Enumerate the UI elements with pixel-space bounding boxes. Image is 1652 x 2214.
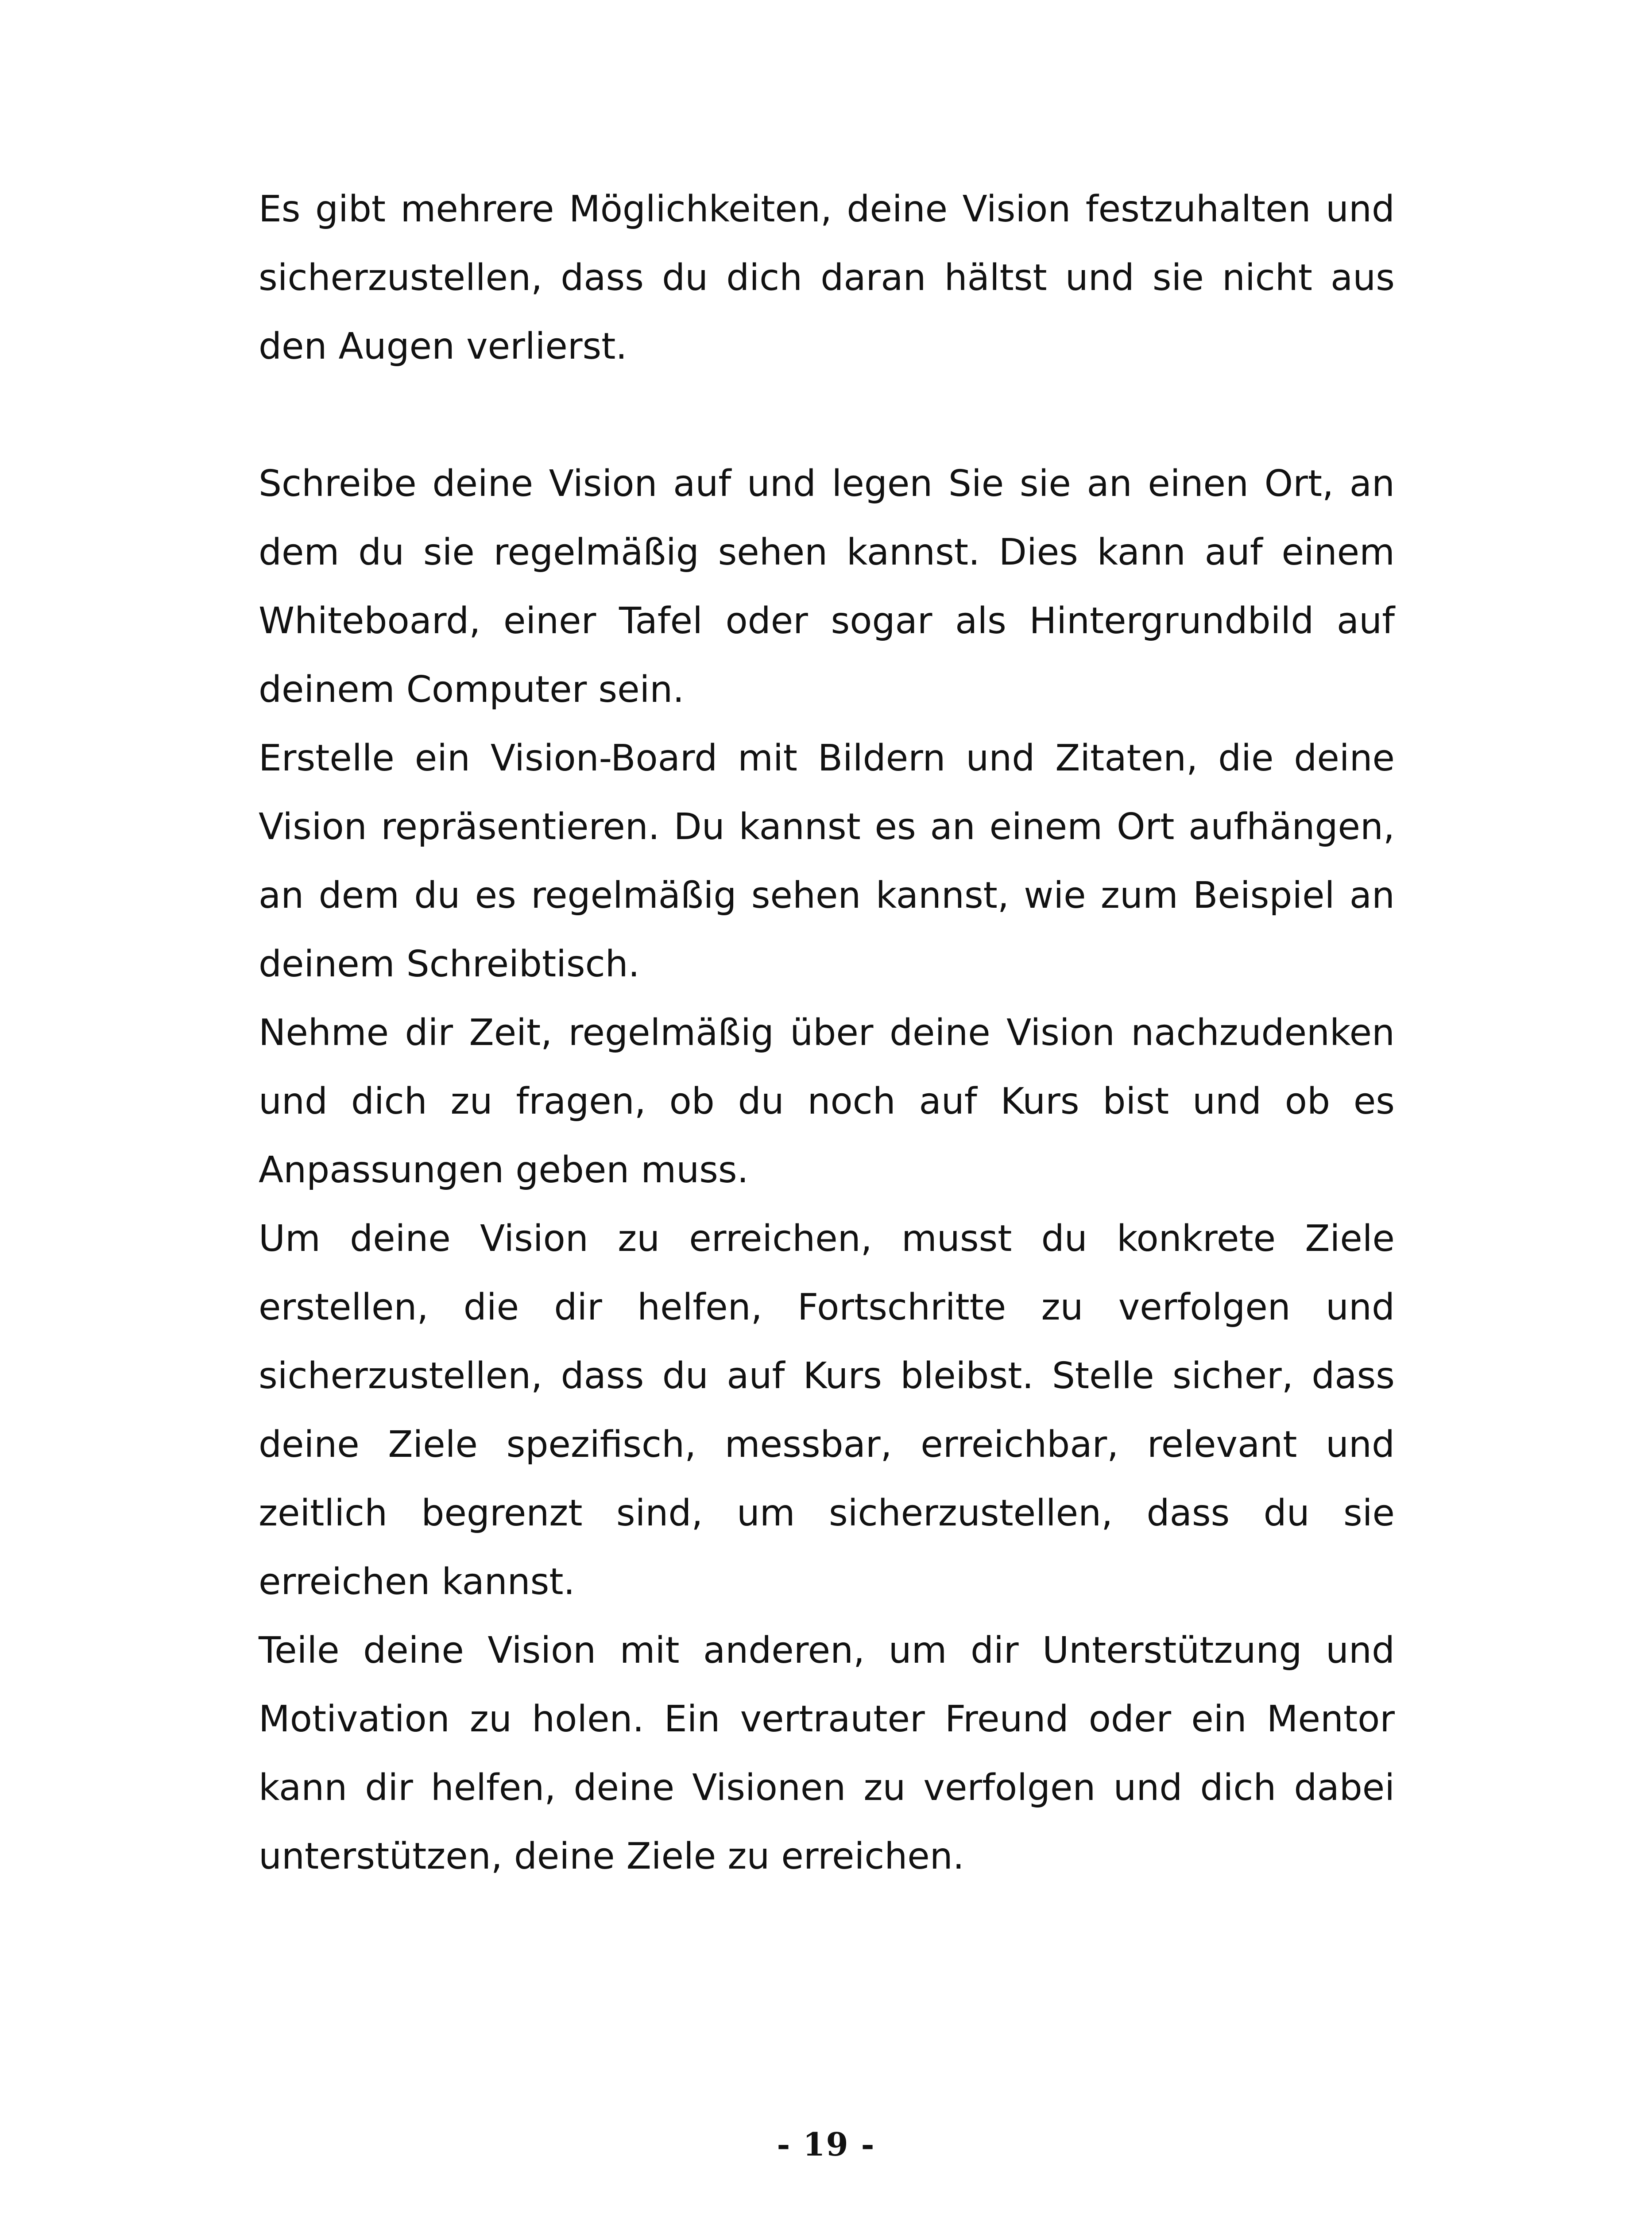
body-text <box>259 175 1395 1891</box>
paragraph-goals: Um deine Vision zu erreichen, musst du konkrete Ziele erstellen, die dir helfen, Fortschritte zu verfolgen und sicherzustellen, dass du auf Kurs bleibst. Stelle sicher, dass deine Ziele spezifisch, messbar, erreichbar, relevant und zeitlich begrenzt sind, um sicherzustellen, dass du sie erreichen kannst. <box>259 1218 1395 1603</box>
page-number: - 19 - <box>777 2125 875 2163</box>
paragraph-intro: Es gibt mehrere Möglichkeiten, deine Vision festzuhalten und sicherzustellen, dass du dich daran hältst und sie nicht aus den Augen verlierst. <box>259 188 1395 368</box>
paragraph-share: Teile deine Vision mit anderen, um dir Unterstützung und Motivation zu holen. Ein vertrauter Freund oder ein Mentor kann dir helfen, deine Visionen zu verfolgen und dich dabei unterstützen, deine Ziele zu erreichen. <box>259 1630 1395 1877</box>
paragraph-vision-board: Erstelle ein Vision-Board mit Bildern und Zitaten, die deine Vision repräsentieren. Du kannst es an einem Ort aufhängen, an dem du es regelmäßig sehen kannst, wie zum Beispiel an deinem Schreibtisch. <box>259 737 1395 985</box>
paragraph-reflect: Nehme dir Zeit, regelmäßig über deine Vision nachzudenken und dich zu fragen, ob du noch auf Kurs bist und ob es Anpassungen geben muss. <box>259 1012 1395 1191</box>
paragraph-write-vision: Schreibe deine Vision auf und legen Sie sie an einen Ort, an dem du sie regelmäßig sehen kannst. Dies kann auf einem Whiteboard, einer Tafel oder sogar als Hintergrundbild auf deinem Computer sein. <box>259 463 1395 711</box>
